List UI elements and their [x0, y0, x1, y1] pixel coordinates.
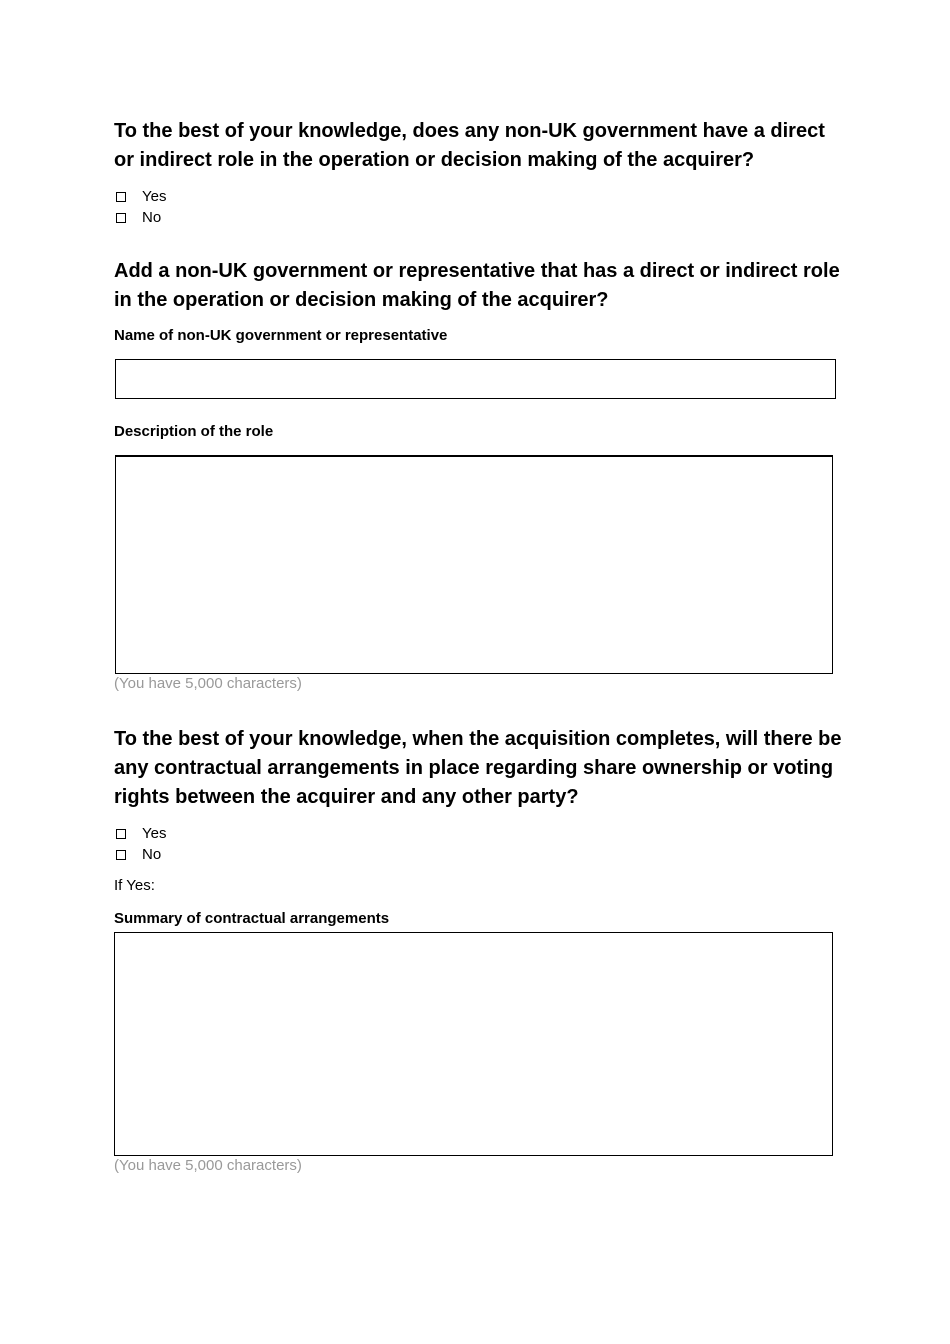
- option-no-contractual[interactable]: [116, 845, 161, 865]
- government-name-input[interactable]: [115, 359, 836, 399]
- checkbox-no-contractual[interactable]: [116, 850, 126, 860]
- option-yes-government-role[interactable]: [116, 187, 166, 207]
- contractual-summary-label: Summary of contractual arrangements: [114, 910, 390, 927]
- role-description-label: Description of the role: [114, 423, 274, 440]
- option-no-government-role[interactable]: [116, 208, 161, 228]
- role-character-count: (You have 5,000 characters): [114, 675, 302, 692]
- option-label: Yes: [142, 188, 167, 205]
- if-yes-text: If Yes:: [114, 877, 155, 894]
- role-description-textarea[interactable]: [115, 455, 833, 674]
- government-name-label: Name of non-UK government or representative: [114, 327, 448, 344]
- option-label: Yes: [142, 825, 167, 842]
- option-yes-contractual[interactable]: [116, 824, 166, 844]
- checkbox-no-government-role[interactable]: [116, 213, 126, 223]
- question-government-role-heading: To the best of your knowledge, does any non-UK government have a direct or indirect role in the operation or decision making of the acquirer?: [114, 120, 825, 171]
- option-label: No: [142, 209, 162, 226]
- add-government-heading: Add a non-UK government or representative that has a direct or indirect role in the operation or decision making of the acquirer?: [114, 260, 840, 311]
- checkbox-yes-contractual[interactable]: [116, 829, 126, 839]
- contractual-summary-textarea[interactable]: [114, 932, 833, 1156]
- option-label: No: [142, 846, 162, 863]
- contractual-character-count: (You have 5,000 characters): [114, 1157, 302, 1174]
- checkbox-yes-government-role[interactable]: [116, 192, 126, 202]
- question-contractual-arrangements-heading: To the best of your knowledge, when the acquisition completes, will there be any contractual arrangements in place regarding share ownership or voting rights between the acquirer and any other party?: [114, 728, 842, 808]
